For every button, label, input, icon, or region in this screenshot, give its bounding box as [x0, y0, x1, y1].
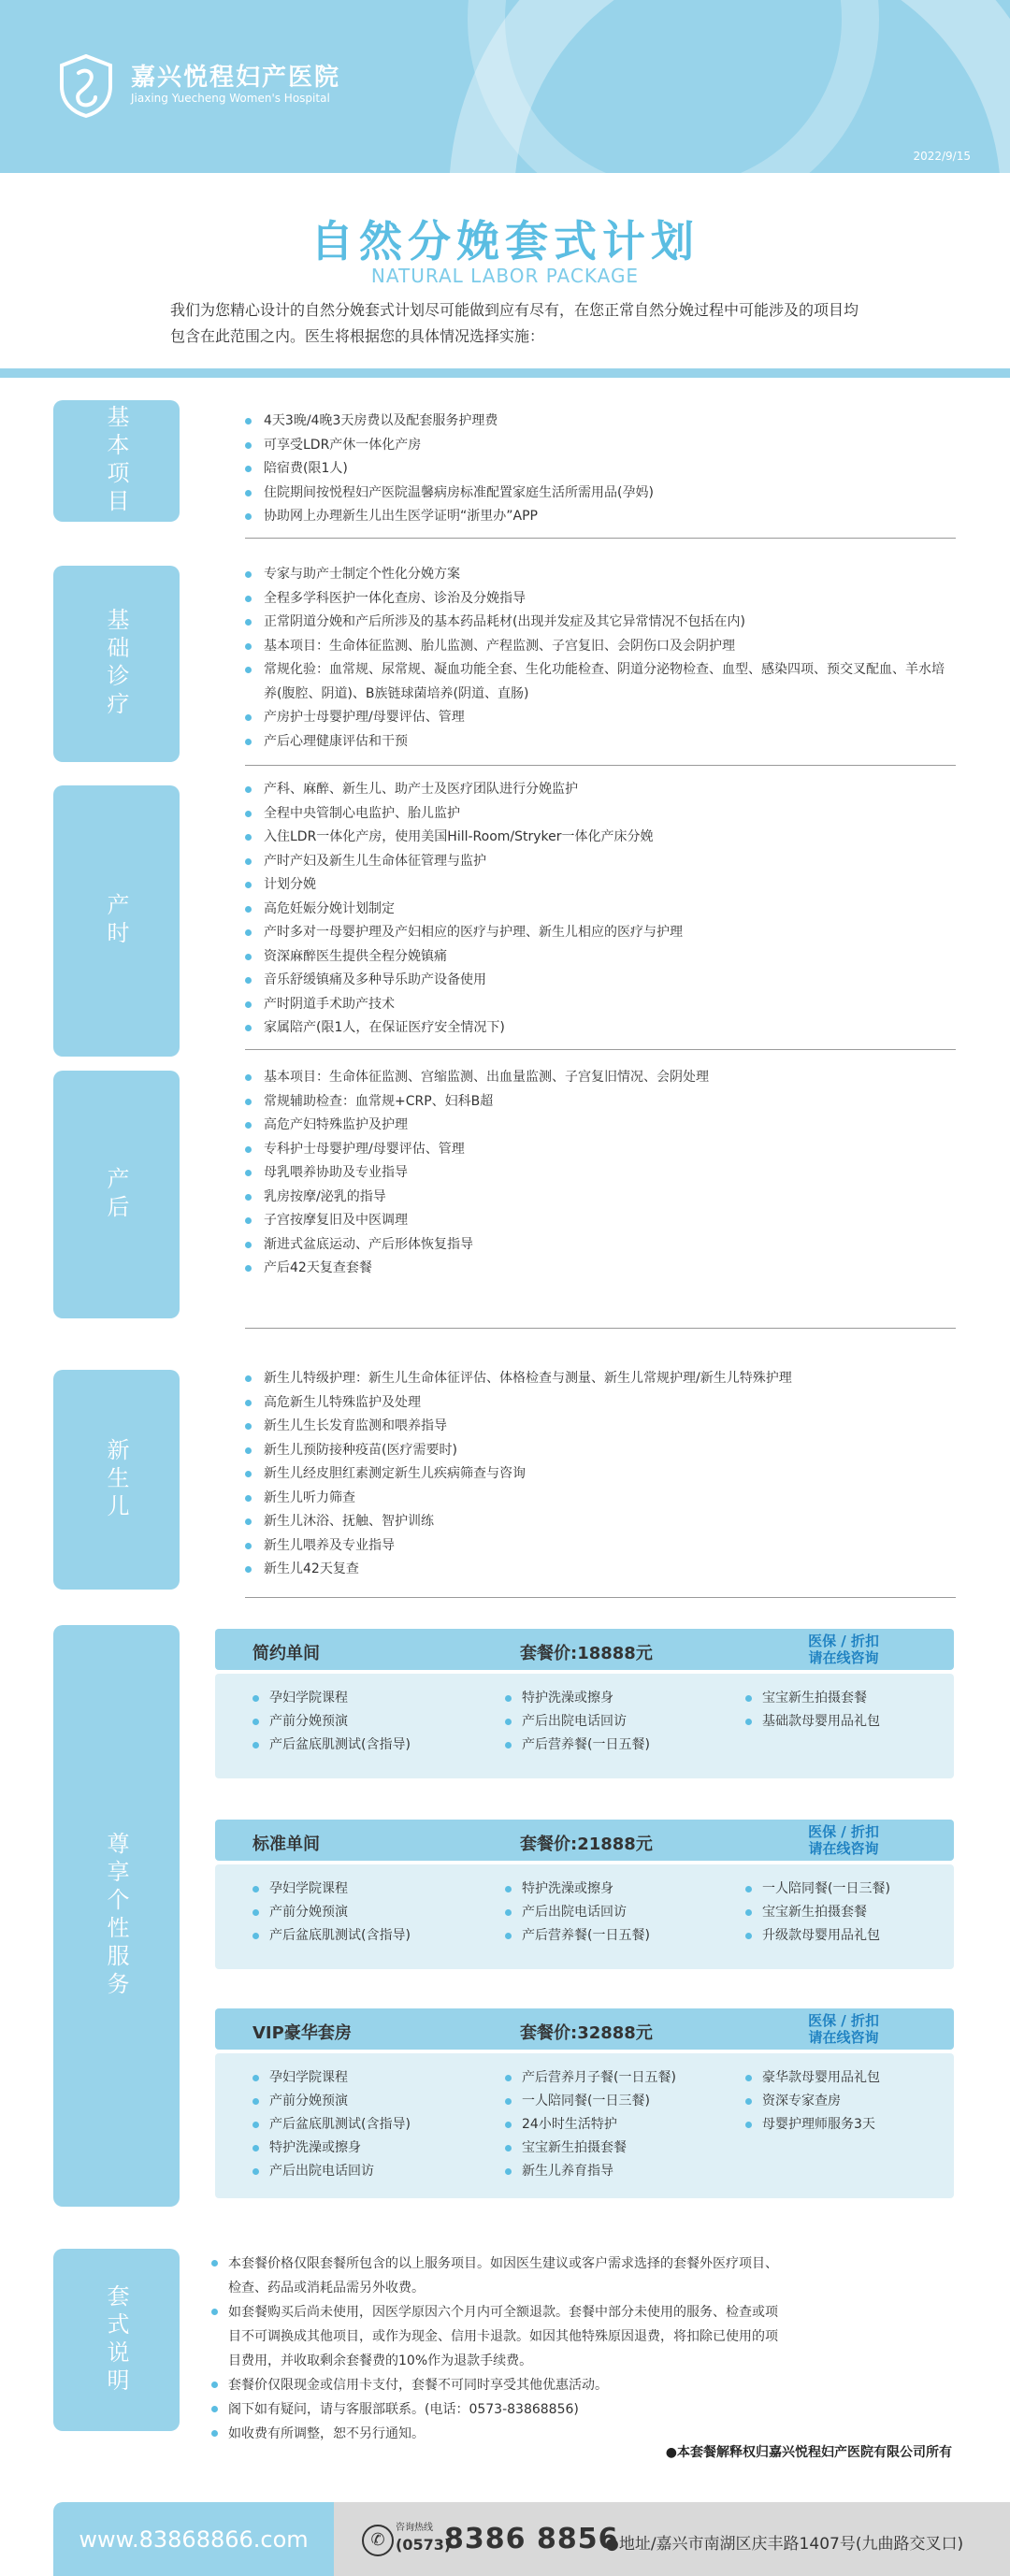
list-item: 孕妇学院课程: [252, 1878, 411, 1901]
section-label-text: 产后: [103, 1166, 129, 1223]
consult-line: 医保 / 折扣: [808, 1823, 879, 1840]
consult-link[interactable]: [808, 2012, 879, 2046]
section-label-postpartum: [53, 1071, 180, 1318]
section-label-text: 产时: [103, 893, 129, 949]
list-item: 如收费有所调整，恕不另行通知。: [211, 2422, 782, 2446]
package-column: [252, 2066, 411, 2183]
section-label-diagnosis: [53, 566, 180, 762]
intro-text: 我们为您精心设计的自然分娩套式计划尽可能做到应有尽有，在您正常自然分娩过程中可能涉及的项目均包含在此范围之内。医生将根据您的具体情况选择实施：: [170, 301, 859, 345]
list-item: 产后营养餐(一日五餐): [505, 1924, 650, 1948]
section-label-notes: [53, 2249, 180, 2431]
package-column: [252, 1878, 411, 1948]
list-item: 母乳喂养协助及专业指导: [245, 1161, 709, 1186]
hospital-name: 嘉兴悦程妇产医院: [131, 64, 341, 92]
package-price: 套餐价:21888元: [520, 1835, 653, 1854]
list-item: 资深麻醉医生提供全程分娩镇痛: [245, 945, 683, 970]
list-item: 24小时生活特护: [505, 2113, 676, 2137]
postpartum-items-list: [245, 1066, 709, 1281]
package-column: [745, 1687, 880, 1734]
list-item: 产前分娩预演: [252, 2090, 411, 2113]
list-item: 常规辅助检查：血常规+CRP、妇科B超: [245, 1090, 709, 1115]
list-item: 高危新生儿特殊监护及处理: [245, 1391, 792, 1416]
section-label-text: 基本项目: [103, 405, 129, 517]
list-item: 产后营养餐(一日五餐): [505, 1734, 650, 1757]
list-item: 产科、麻醉、新生儿、助产士及医疗团队进行分娩监护: [245, 778, 683, 802]
separator: [245, 538, 956, 539]
list-item: 新生儿沐浴、抚触、智护训练: [245, 1510, 792, 1534]
website-link[interactable]: [53, 2502, 334, 2576]
hospital-logo-icon: [58, 54, 114, 118]
consult-link[interactable]: [808, 1633, 879, 1666]
list-item: 产后出院电话回访: [252, 2160, 411, 2183]
list-item: 可享受LDR产休一体化产房: [245, 434, 654, 458]
list-item: 一人陪同餐(一日三餐): [505, 2090, 676, 2113]
divider-bar: [0, 368, 1010, 378]
list-item: 音乐舒缓镇痛及多种导乐助产设备使用: [245, 969, 683, 993]
newborn-items-list: [245, 1367, 792, 1582]
consult-line: 请在线咨询: [808, 2029, 879, 2046]
list-item: 孕妇学院课程: [252, 2066, 411, 2090]
list-item: 基本项目：生命体征监测、宫缩监测、出血量监测、子宫复旧情况、会阴处理: [245, 1066, 709, 1090]
page-subtitle: NATURAL LABOR PACKAGE: [370, 265, 640, 287]
phone-icon: ✆: [362, 2525, 394, 2556]
notes-list: [211, 2252, 782, 2446]
list-item: 入住LDR一体化产房，使用美国Hill-Room/Stryker一体化产床分娩: [245, 826, 683, 850]
section-label-delivery: [53, 785, 180, 1057]
list-item: 宝宝新生拍摄套餐: [745, 1687, 880, 1710]
list-item: 宝宝新生拍摄套餐: [745, 1901, 890, 1924]
list-item: 产后营养月子餐(一日五餐): [505, 2066, 676, 2090]
list-item: 产时产妇及新生儿生命体征管理与监护: [245, 850, 683, 874]
package-name: VIP豪华套房: [252, 2023, 352, 2043]
list-item: 全程多学科医护一体化查房、诊治及分娩指导: [245, 587, 956, 612]
hotline-number[interactable]: 8386 8856: [444, 2523, 619, 2555]
list-item: 产后出院电话回访: [505, 1710, 650, 1734]
separator: [245, 765, 956, 766]
package-header-basic: [215, 1629, 954, 1670]
consult-line: 请在线咨询: [808, 1840, 879, 1857]
package-column: [252, 1687, 411, 1757]
list-item: 特护洗澡或擦身: [505, 1687, 650, 1710]
list-item: 如套餐购买后尚未使用，因医学原因六个月内可全额退款。套餐中部分未使用的服务、检查或项目不可调换成其他项目，或作为现金、信用卡退款。如因其他特殊原因退费，将扣除已使用的项目费用，并收取剩余套餐费的10%作为退款手续费。: [211, 2300, 782, 2373]
address: ●地址/嘉兴市南湖区庆丰路1407号(九曲路交叉口): [605, 2535, 964, 2554]
list-item: 计划分娩: [245, 873, 683, 898]
diagnosis-items-list: [245, 563, 956, 754]
document-date: 2022/9/15: [913, 150, 971, 163]
list-item: 基本项目：生命体征监测、胎儿监测、产程监测、子宫复旧、会阴伤口及会阴护理: [245, 635, 956, 659]
list-item: 4天3晚/4晚3天房费以及配套服务护理费: [245, 410, 654, 434]
list-item: 升级款母婴用品礼包: [745, 1924, 890, 1948]
list-item: 产房护士母婴护理/母婴评估、管理: [245, 706, 956, 730]
list-item: 特护洗澡或擦身: [505, 1878, 650, 1901]
list-item: 协助网上办理新生儿出生医学证明“浙里办”APP: [245, 505, 654, 529]
list-item: 宝宝新生拍摄套餐: [505, 2137, 676, 2160]
list-item: 阁下如有疑问，请与客服部联系。(电话：0573-83868856): [211, 2397, 782, 2422]
list-item: 新生儿预防接种疫苗(医疗需要时): [245, 1439, 792, 1463]
list-item: 产后盆底肌测试(含指导): [252, 1734, 411, 1757]
section-label-text: 尊享个性服务: [103, 1832, 129, 2000]
list-item: 新生儿42天复查: [245, 1558, 792, 1582]
consult-line: 医保 / 折扣: [808, 2012, 879, 2029]
list-item: 乳房按摩/泌乳的指导: [245, 1186, 709, 1210]
delivery-items-list: [245, 778, 683, 1041]
list-item: 资深专家查房: [745, 2090, 880, 2113]
list-item: 产后出院电话回访: [505, 1901, 650, 1924]
page-title: 自然分娩套式计划: [310, 216, 700, 266]
list-item: 陪宿费(限1人): [245, 457, 654, 482]
list-item: 专家与助产士制定个性化分娩方案: [245, 563, 956, 587]
list-item: 产前分娩预演: [252, 1901, 411, 1924]
list-item: 产时多对一母婴护理及产妇相应的医疗与护理、新生儿相应的医疗与护理: [245, 921, 683, 945]
section-label-premium: [53, 1625, 180, 2207]
section-label-newborn: [53, 1370, 180, 1590]
package-price: 套餐价:18888元: [520, 1644, 653, 1663]
hotline-label: 咨询热线: [396, 2523, 433, 2533]
hospital-name-en: Jiaxing Yuecheng Women's Hospital: [131, 92, 330, 105]
list-item: 新生儿生长发育监测和喂养指导: [245, 1415, 792, 1439]
section-label-text: 基础诊疗: [103, 608, 129, 720]
list-item: 子宫按摩复旧及中医调理: [245, 1209, 709, 1233]
package-header-standard: [215, 1820, 954, 1861]
package-name: 标准单间: [252, 1835, 320, 1854]
package-body-basic: [215, 1674, 954, 1778]
list-item: 产后盆底肌测试(含指导): [252, 2113, 411, 2137]
separator: [245, 1049, 956, 1050]
list-item: 一人陪同餐(一日三餐): [745, 1878, 890, 1901]
list-item: 住院期间按悦程妇产医院温馨病房标准配置家庭生活所需用品(孕妈): [245, 482, 654, 506]
package-column: [745, 1878, 890, 1948]
package-name: 简约单间: [252, 1644, 320, 1663]
list-item: 新生儿特级护理：新生儿生命体征评估、体格检查与测量、新生儿常规护理/新生儿特殊护理: [245, 1367, 792, 1391]
header-decoration: [468, 0, 879, 173]
header-banner: [0, 0, 1010, 173]
package-column: [505, 1687, 650, 1757]
list-item: 产后42天复查套餐: [245, 1257, 709, 1281]
list-item: 高危妊娠分娩计划制定: [245, 898, 683, 922]
list-item: 高危产妇特殊监护及护理: [245, 1114, 709, 1138]
list-item: 套餐价仅限现金或信用卡支付，套餐不可同时享受其他优惠活动。: [211, 2373, 782, 2397]
list-item: 新生儿经皮胆红素测定新生儿疾病筛查与咨询: [245, 1462, 792, 1487]
package-column: [505, 1878, 650, 1948]
package-body-standard: [215, 1864, 954, 1969]
list-item: 特护洗澡或擦身: [252, 2137, 411, 2160]
list-item: 新生儿养育指导: [505, 2160, 676, 2183]
package-body-vip: [215, 2053, 954, 2198]
list-item: 新生儿喂养及专业指导: [245, 1534, 792, 1559]
list-item: 常规化验：血常规、尿常规、凝血功能全套、生化功能检查、阴道分泌物检查、血型、感染四项、预交叉配血、羊水培养(腹腔、阴道)、B族链球菌培养(阴道、直肠): [245, 658, 956, 706]
website-text: www.83868866.com: [79, 2526, 309, 2553]
list-item: 本套餐价格仅限套餐所包含的以上服务项目。如因医生建议或客户需求选择的套餐外医疗项目、检查、药品或消耗品需另外收费。: [211, 2252, 782, 2300]
consult-link[interactable]: [808, 1823, 879, 1857]
list-item: 产前分娩预演: [252, 1710, 411, 1734]
separator: [245, 1597, 956, 1598]
copyright-note: ●本套餐解释权归嘉兴悦程妇产医院有限公司所有: [665, 2445, 952, 2460]
hotline-area-code: (0573): [396, 2536, 452, 2554]
basic-items-list: [245, 410, 654, 529]
section-label-basic: [53, 400, 180, 522]
package-price: 套餐价:32888元: [520, 2023, 653, 2043]
list-item: 新生儿听力筛查: [245, 1487, 792, 1511]
list-item: 产后盆底肌测试(含指导): [252, 1924, 411, 1948]
list-item: 孕妇学院课程: [252, 1687, 411, 1710]
list-item: 产后心理健康评估和干预: [245, 730, 956, 755]
section-label-text: 套式说明: [103, 2283, 129, 2396]
consult-line: 医保 / 折扣: [808, 1633, 879, 1649]
list-item: 产时阴道手术助产技术: [245, 993, 683, 1017]
list-item: 正常阴道分娩和产后所涉及的基本药品耗材(出现并发症及其它异常情况不包括在内): [245, 611, 956, 635]
separator: [245, 1328, 956, 1329]
list-item: 基础款母婴用品礼包: [745, 1710, 880, 1734]
package-column: [505, 2066, 676, 2183]
footer-contact: [334, 2502, 1010, 2576]
section-label-text: 新生儿: [103, 1437, 129, 1522]
list-item: 家属陪产(限1人，在保证医疗安全情况下): [245, 1016, 683, 1041]
package-header-vip: [215, 2008, 954, 2050]
list-item: 专科护士母婴护理/母婴评估、管理: [245, 1138, 709, 1162]
list-item: 全程中央管制心电监护、胎儿监护: [245, 802, 683, 827]
consult-line: 请在线咨询: [808, 1649, 879, 1666]
list-item: 母婴护理师服务3天: [745, 2113, 880, 2137]
package-column: [745, 2066, 880, 2137]
list-item: 豪华款母婴用品礼包: [745, 2066, 880, 2090]
list-item: 渐进式盆底运动、产后形体恢复指导: [245, 1233, 709, 1258]
